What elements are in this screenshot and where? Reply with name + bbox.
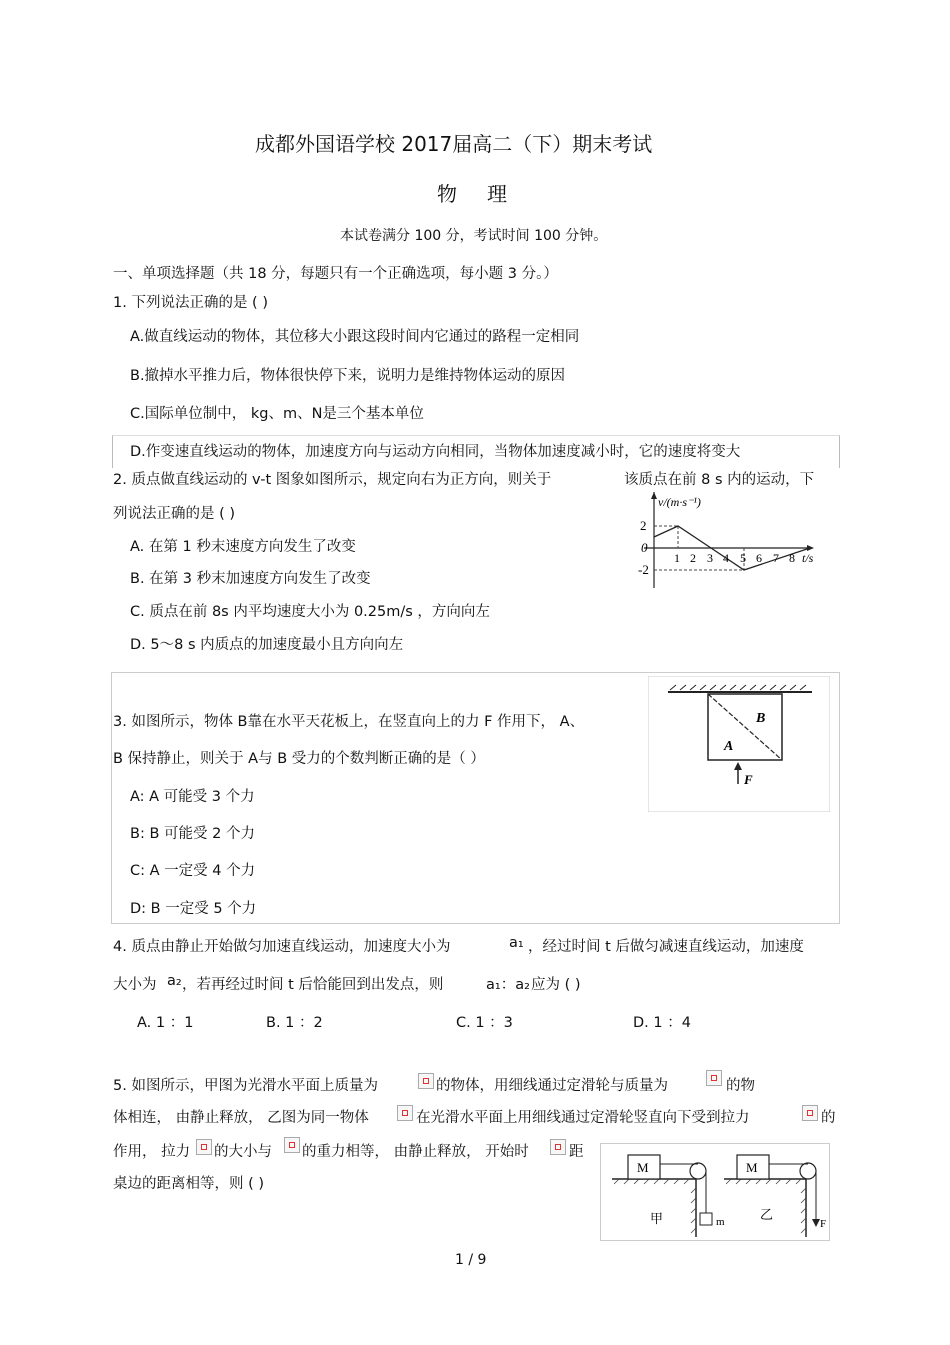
pulley-jia [690, 1163, 706, 1179]
q1-option-a: A.做直线运动的物体，其位移大小跟这段时间内它通过的路程一定相同 [130, 329, 580, 345]
label-yi: 乙 [760, 1207, 774, 1222]
vt-xtick-1: 1 [674, 551, 680, 565]
label-m-jia: M [637, 1160, 649, 1175]
image-placeholder-icon [802, 1105, 818, 1121]
q4-ratio: a₁：a₂ [486, 977, 530, 993]
q1-stem: 1. 下列说法正确的是 ( ) [113, 295, 268, 311]
q4-a2: a₂ [167, 973, 182, 989]
q4-stem-line1b: ，经过时间 t 后做匀减速直线运动，加速度 [528, 939, 804, 955]
q5-line2a: 体相连， 由静止释放， 乙图为同一物体 [113, 1110, 369, 1126]
q2-option-d: D. 5～8 s 内质点的加速度最小且方向向左 [130, 637, 404, 653]
q3-figure [648, 676, 830, 812]
vt-xtick-4: 4 [723, 551, 729, 565]
image-placeholder-icon [196, 1139, 212, 1155]
q5-line4: 桌边的距离相等，则 ( ) [113, 1176, 265, 1192]
q4-option-b: B. 1 ：2 [266, 1015, 323, 1031]
q5-line3b: 的大小与 [214, 1144, 272, 1160]
vt-ytick-neg2: -2 [638, 562, 649, 577]
block-small-m [700, 1213, 712, 1225]
q5-figure [600, 1143, 830, 1241]
q5-line1a: 5. 如图所示，甲图为光滑水平面上质量为 [113, 1078, 378, 1094]
q2-stem-line1a: 2. 质点做直线运动的 v-t 图象如图所示，规定向右为正方向，则关于 [113, 472, 552, 488]
label-f: F [744, 772, 753, 787]
v-axis-arrow [651, 492, 657, 499]
q5-line3d: 距 [569, 1144, 584, 1160]
q2-option-c: C. 质点在前 8s 内平均速度大小为 0.25m/s ，方向向左 [130, 604, 490, 620]
q3-stem-line1: 3. 如图所示，物体 B靠在水平天花板上，在竖直向上的力 F 作用下， A、 [113, 714, 585, 730]
q4-option-c: C. 1 ：3 [456, 1015, 513, 1031]
vt-xtick-2: 2 [690, 551, 696, 565]
q1-option-d: D.作变速直线运动的物体，加速度方向与运动方向相同，当物体加速度减小时，它的速度将变大 [130, 444, 741, 460]
q3-figure-border [648, 676, 830, 812]
q3-option-a: A: A 可能受 3 个力 [130, 789, 255, 805]
q3-option-d: D: B 一定受 5 个力 [130, 901, 257, 917]
q4-option-a: A. 1 ：1 [137, 1015, 194, 1031]
q3-stem-line2: B 保持静止，则关于 A与 B 受力的个数判断正确的是（ ） [113, 751, 485, 767]
vt-graph [638, 492, 826, 590]
q4-stem-line1a: 4. 质点由静止开始做匀加速直线运动，加速度大小为 [113, 939, 451, 955]
exam-info: 本试卷满分 100 分，考试时间 100 分钟。 [340, 228, 608, 244]
vt-xlabel: t/s [802, 551, 814, 565]
image-placeholder-icon [706, 1070, 722, 1086]
image-placeholder-icon [284, 1137, 300, 1153]
vt-ytick-2: 2 [640, 518, 647, 533]
image-placeholder-icon [397, 1105, 413, 1121]
label-b: B [756, 711, 766, 726]
q1-option-c: C.国际单位制中， kg、m、N是三个基本单位 [130, 406, 424, 422]
q5-line1c: 的物 [726, 1078, 755, 1094]
q5-line2c: 的 [821, 1110, 836, 1126]
exam-title: 成都外国语学校 2017届高二（下）期末考试 [255, 132, 653, 156]
section-heading: 一、单项选择题（共 18 分，每题只有一个正确选项，每小题 3 分。） [113, 266, 558, 282]
label-m-yi: M [746, 1160, 758, 1175]
vt-xtick-6: 6 [756, 551, 762, 565]
q2-stem-line1b: 该质点在前 8 s 内的运动，下 [624, 472, 815, 488]
q2-option-b: B. 在第 3 秒末加速度方向发生了改变 [130, 571, 371, 587]
q1-option-b: B.撤掉水平推力后，物体很快停下来，说明力是维持物体运动的原因 [130, 368, 566, 384]
vt-xtick-3: 3 [707, 551, 713, 565]
label-jia: 甲 [650, 1211, 664, 1226]
q2-stem-line2: 列说法正确的是 ( ) [113, 506, 236, 522]
pulley-yi [800, 1163, 816, 1179]
q2-option-a: A. 在第 1 秒末速度方向发生了改变 [130, 539, 356, 555]
q4-a1: a₁ [509, 935, 524, 951]
vt-ylabel: v/(m·s⁻¹) [658, 495, 701, 509]
q4-option-d: D. 1 ：4 [633, 1015, 691, 1031]
vt-xtick-7: 7 [773, 551, 779, 565]
page-number: 1 / 9 [455, 1252, 487, 1268]
q3-option-c: C: A 一定受 4 个力 [130, 863, 256, 879]
image-placeholder-icon [418, 1073, 434, 1089]
q4-stem-line2a: 大小为 [113, 977, 157, 993]
subject-title: 物理 [437, 182, 537, 206]
vt-origin: 0 [641, 540, 648, 555]
label-small-m: m [716, 1216, 725, 1228]
q4-stem-line2b: ，若再经过时间 t 后恰能回到出发点，则 [182, 977, 444, 993]
q3-option-b: B: B 可能受 2 个力 [130, 826, 255, 842]
vt-xtick-5: 5 [740, 551, 746, 565]
image-placeholder-icon [550, 1139, 566, 1155]
q5-line2b: 在光滑水平面上用细线通过定滑轮竖直向下受到拉力 [416, 1110, 750, 1126]
q5-line3c: 的重力相等， 由静止释放， 开始时 [302, 1144, 529, 1160]
label-f-yi: F [820, 1218, 827, 1230]
q4-stem-line2c: 应为 ( ) [531, 977, 581, 993]
q5-line3a: 作用， 拉力 [113, 1144, 191, 1160]
label-a: A [724, 739, 734, 754]
q5-line1b: 的物体，用细线通过定滑轮与质量为 [436, 1078, 668, 1094]
vt-xtick-8: 8 [789, 551, 795, 565]
